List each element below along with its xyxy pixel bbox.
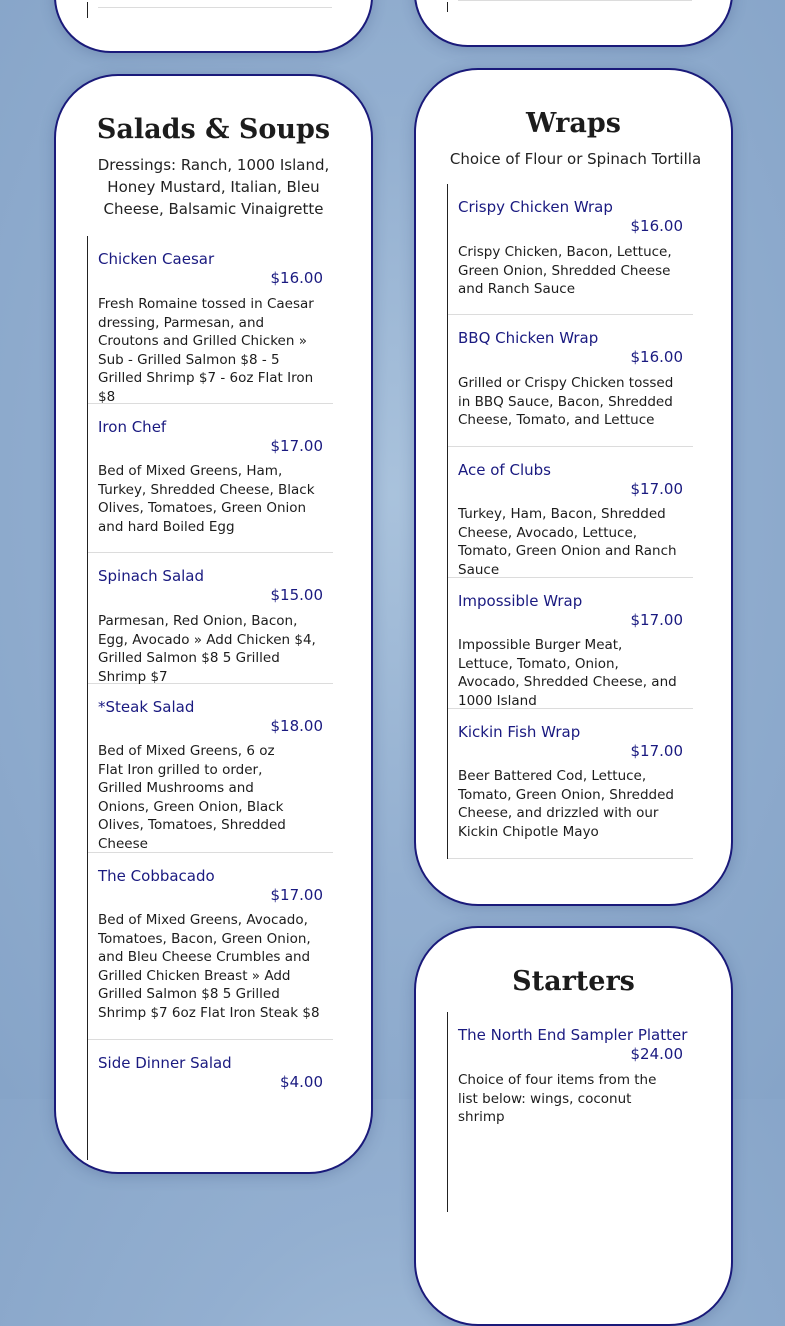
menu-item-name: Spinach Salad xyxy=(98,567,205,585)
menu-item-price: $4.00 xyxy=(280,1073,323,1091)
menu-item-price: $16.00 xyxy=(270,269,323,287)
menu-item-description: Bed of Mixed Greens, Avocado, Tomatoes, Bacon, Green Onion, and Bleu Cheese Crumbles and Grilled Chicken Breast » Add Grilled Salmon $8 5 Grilled Shrimp $7 6oz Flat Iron Steak $8 xyxy=(98,912,320,1021)
menu-item-price: $17.00 xyxy=(270,437,323,455)
menu-item[interactable] xyxy=(88,853,333,1040)
menu-item-description: Beer Battered Cod, Lettuce, Tomato, Green Onion, Shredded Cheese, and drizzled with our Kickin Chipotle Mayo xyxy=(458,768,674,840)
menu-item-price: $17.00 xyxy=(270,886,323,904)
menu-item[interactable] xyxy=(88,553,333,684)
menu-item-name: Iron Chef xyxy=(98,418,167,436)
menu-item-description: Fresh Romaine tossed in Caesar dressing, Parmesan, and Croutons and Grilled Chicken » Sub - Grilled Salmon $8 - 5 Grilled Shrimp $7 - 6oz Flat Iron $8 xyxy=(98,296,314,405)
menu-item-list xyxy=(447,1012,693,1212)
menu-item[interactable] xyxy=(448,184,693,315)
wraps-card xyxy=(414,68,733,906)
section-title: Salads & Soups xyxy=(96,114,331,145)
item-divider xyxy=(458,0,692,1)
menu-item-description: Choice of four items from the list below: wings, coconut shrimp xyxy=(458,1072,657,1126)
menu-item[interactable] xyxy=(448,447,693,578)
menu-item[interactable] xyxy=(88,684,333,853)
menu-item-description: Parmesan, Red Onion, Bacon, Egg, Avocado » Add Chicken $4, Grilled Salmon $8 5 Grilled Shrimp $7 xyxy=(98,613,316,685)
menu-item-description: Turkey, Ham, Bacon, Shredded Cheese, Avocado, Lettuce, Tomato, Green Onion and Ranch Sauce xyxy=(458,506,677,578)
menu-item-description: Crispy Chicken, Bacon, Lettuce, Green Onion, Shredded Cheese and Ranch Sauce xyxy=(458,244,672,298)
menu-item-price: $18.00 xyxy=(270,717,323,735)
previous-section-card-left xyxy=(54,0,373,53)
menu-item-name: Chicken Caesar xyxy=(98,250,215,268)
menu-item-name: BBQ Chicken Wrap xyxy=(458,329,599,347)
menu-item-name: Side Dinner Salad xyxy=(98,1054,232,1072)
menu-item-description: Grilled or Crispy Chicken tossed in BBQ Sauce, Bacon, Shredded Cheese, Tomato, and Lettuce xyxy=(458,375,674,429)
menu-item-price: $24.00 xyxy=(630,1045,683,1063)
salads-soups-card xyxy=(54,74,373,1174)
section-rule xyxy=(87,2,88,18)
previous-section-card-right xyxy=(414,0,733,47)
section-subtitle: Choice of Flour or Spinach Tortilla xyxy=(449,150,702,168)
menu-item-name: *Steak Salad xyxy=(98,698,195,716)
menu-item-price: $16.00 xyxy=(630,217,683,235)
menu-item-list xyxy=(87,236,333,1160)
menu-item-price: $17.00 xyxy=(630,480,683,498)
menu-item-description: Impossible Burger Meat, Lettuce, Tomato, Onion, Avocado, Shredded Cheese, and 1000 Island xyxy=(458,637,677,709)
item-divider xyxy=(98,7,332,8)
menu-item-description: Bed of Mixed Greens, 6 oz Flat Iron grilled to order, Grilled Mushrooms and Onions, Green Onion, Black Olives, Tomatoes, Shredded Cheese xyxy=(98,743,286,852)
menu-item-name: The Cobbacado xyxy=(98,867,215,885)
menu-item-name: Kickin Fish Wrap xyxy=(458,723,581,741)
menu-item-price: $17.00 xyxy=(630,742,683,760)
menu-item-description: Bed of Mixed Greens, Ham, Turkey, Shredded Cheese, Black Olives, Tomatoes, Green Onion and hard Boiled Egg xyxy=(98,463,315,535)
menu-item[interactable] xyxy=(448,578,693,709)
menu-item[interactable] xyxy=(448,709,693,859)
section-subtitle: Dressings: Ranch, 1000 Island, Honey Mustard, Italian, Bleu Cheese, Balsamic Vinaigrette xyxy=(97,156,330,218)
menu-item-price: $15.00 xyxy=(270,586,323,604)
menu-item[interactable] xyxy=(448,315,693,447)
section-title: Wraps xyxy=(526,108,621,139)
menu-item-list xyxy=(447,184,693,859)
menu-item-name: Ace of Clubs xyxy=(458,461,551,479)
menu-item-name: Crispy Chicken Wrap xyxy=(458,198,613,216)
menu-item-price: $16.00 xyxy=(630,348,683,366)
menu-item-price: $17.00 xyxy=(630,611,683,629)
menu-item[interactable] xyxy=(88,1040,333,1160)
menu-item[interactable] xyxy=(448,1012,693,1212)
starters-card xyxy=(414,926,733,1326)
menu-item-name: The North End Sampler Platter xyxy=(458,1026,688,1044)
menu-item[interactable] xyxy=(88,404,333,553)
section-rule xyxy=(447,2,448,12)
menu-item[interactable] xyxy=(88,236,333,404)
menu-item-name: Impossible Wrap xyxy=(458,592,583,610)
section-title: Starters xyxy=(512,966,635,997)
